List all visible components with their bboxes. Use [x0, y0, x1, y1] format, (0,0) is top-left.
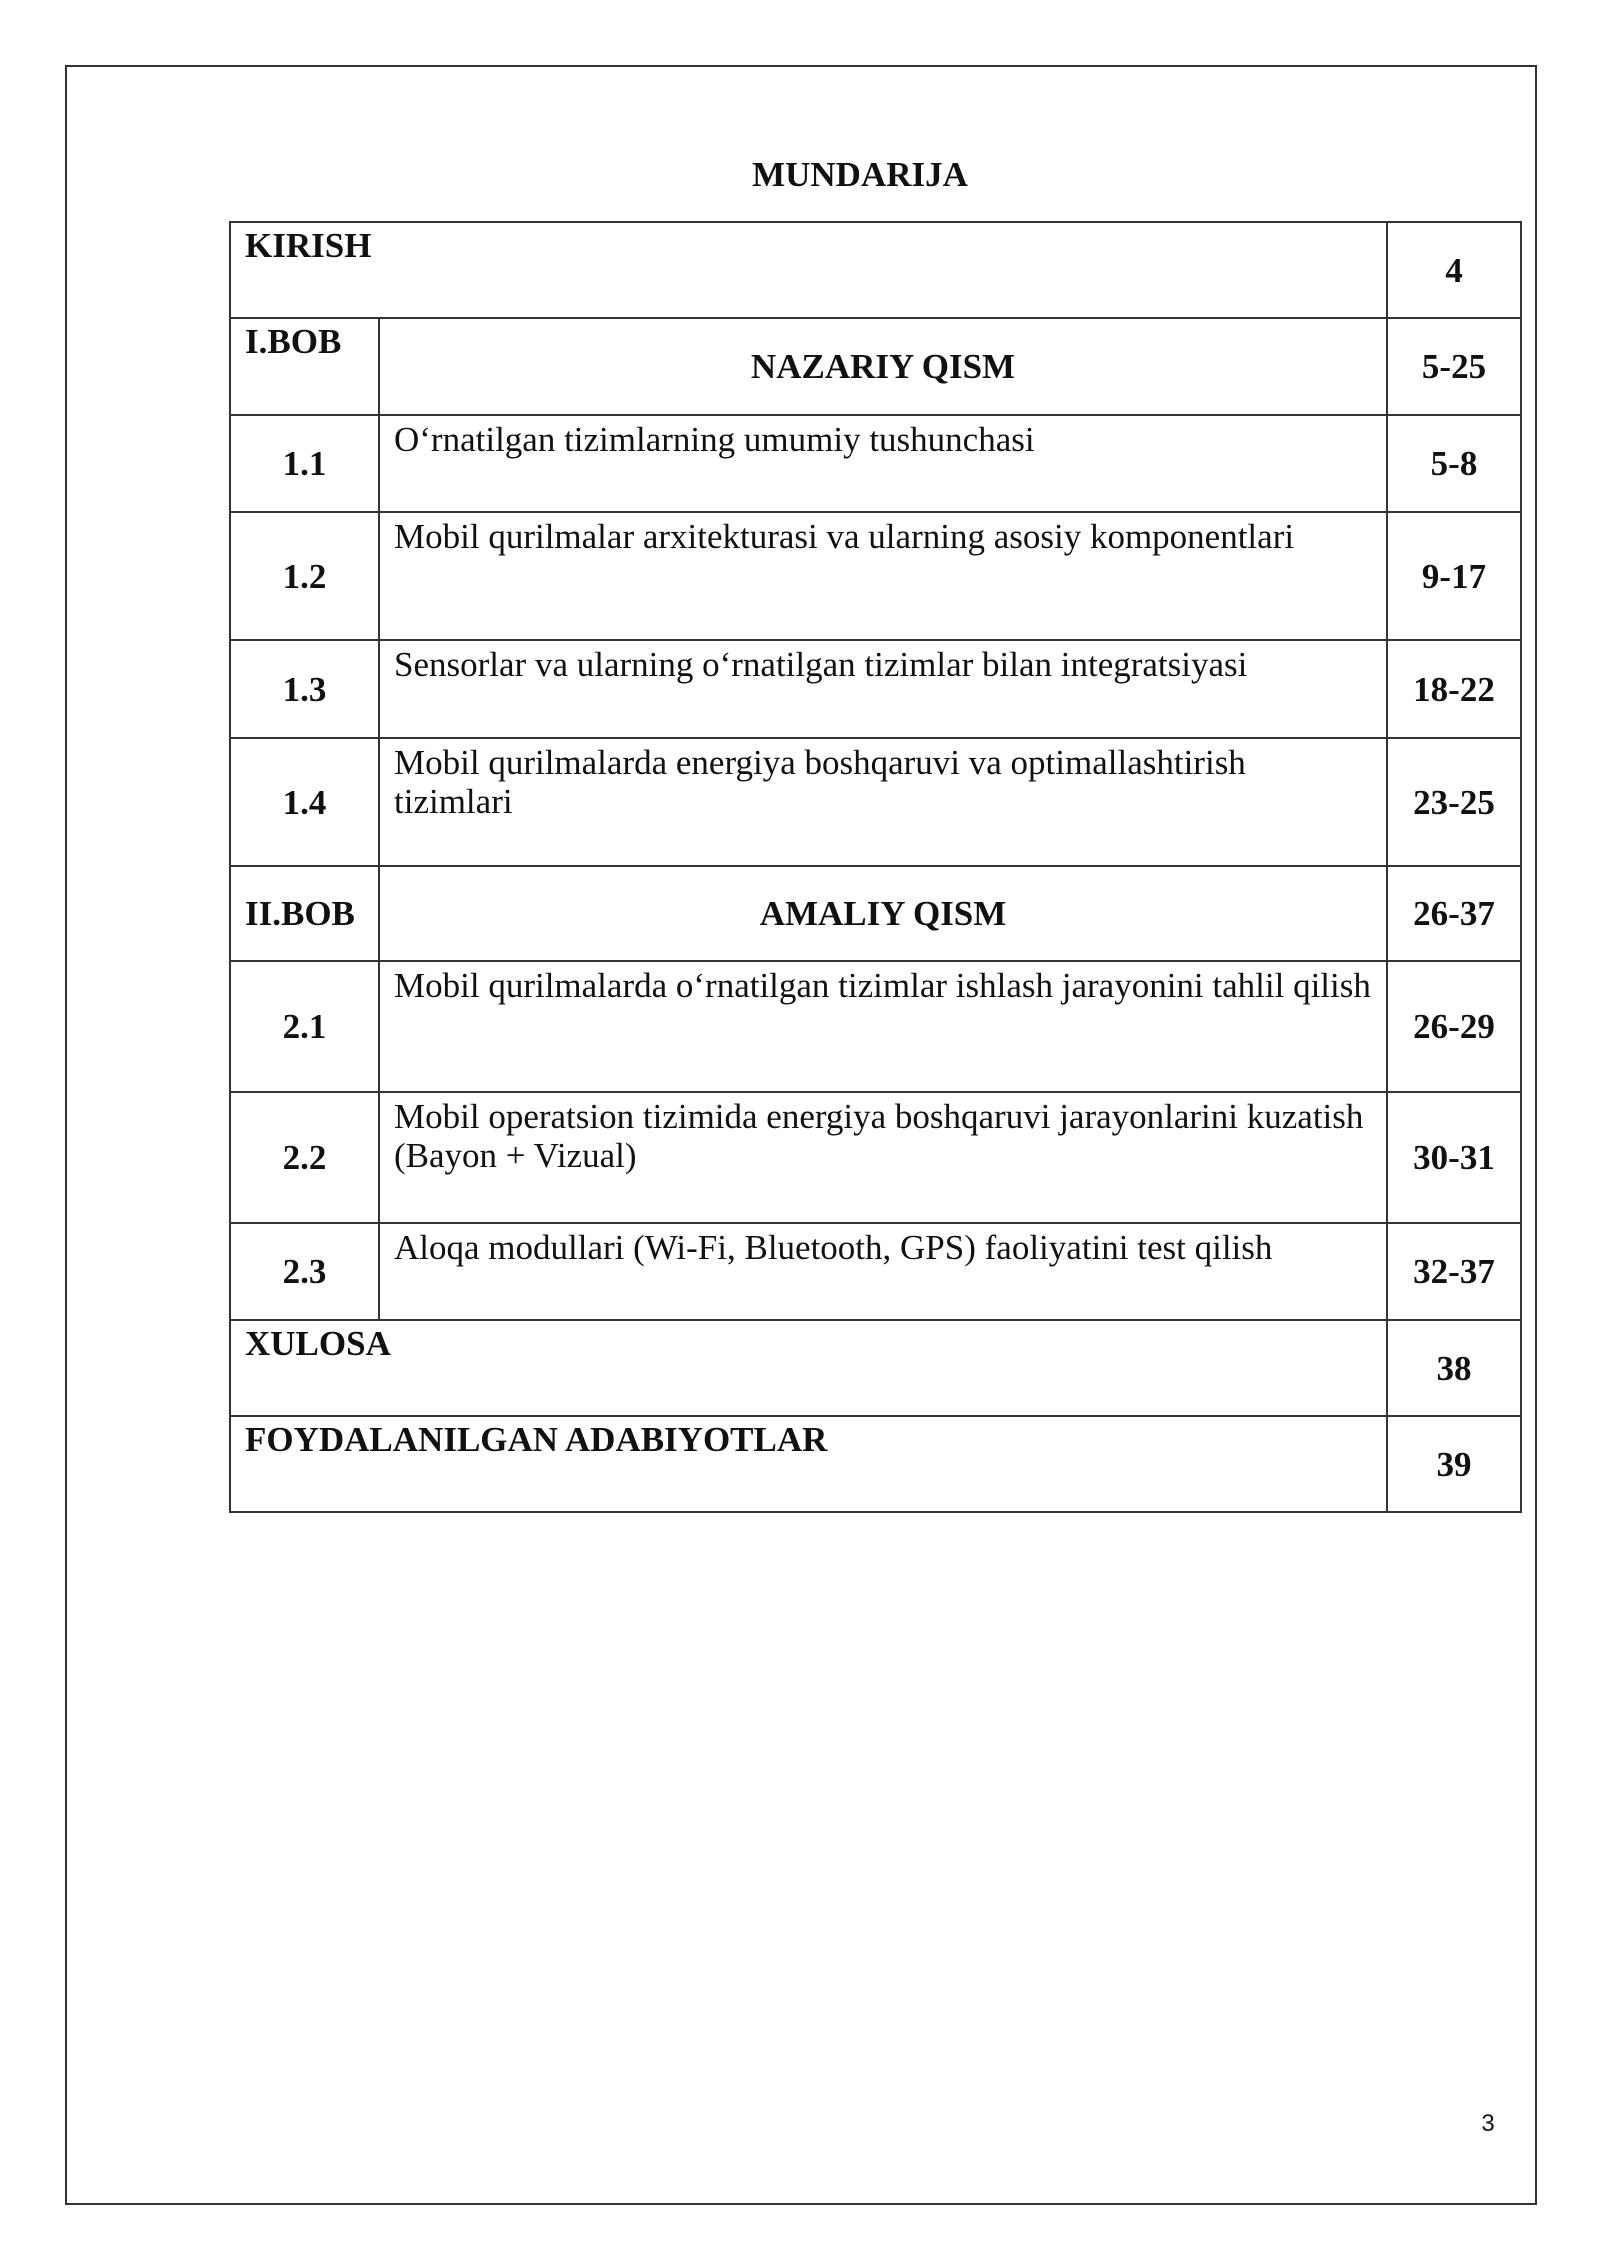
toc-item-title: Mobil qurilmalar arxitekturasi va ularning asosiy komponentlari — [379, 512, 1387, 640]
toc-item-number: 1.3 — [230, 640, 379, 738]
toc-row — [230, 961, 1521, 1092]
page-number: 3 — [1481, 2110, 1495, 2137]
toc-chapter2-label: II.BOB — [230, 866, 379, 961]
document-title: MUNDARIJA — [752, 155, 968, 194]
toc-item-number: 1.2 — [230, 512, 379, 640]
toc-references-pages: 39 — [1387, 1416, 1521, 1512]
table-of-contents — [229, 221, 1522, 1513]
toc-item-pages: 30-31 — [1387, 1092, 1521, 1223]
toc-conclusion-label: XULOSA — [230, 1320, 1387, 1416]
toc-item-number: 1.1 — [230, 415, 379, 512]
toc-row — [230, 640, 1521, 738]
toc-references-label: FOYDALANILGAN ADABIYOTLAR — [230, 1416, 1387, 1512]
toc-item-number: 1.4 — [230, 738, 379, 866]
toc-item-title: Mobil operatsion tizimida energiya boshqaruvi jarayonlarini kuzatish (Bayon + Vizual) — [379, 1092, 1387, 1223]
toc-row-intro — [230, 222, 1521, 318]
toc-intro-pages: 4 — [1387, 222, 1521, 318]
toc-row — [230, 1092, 1521, 1223]
toc-row — [230, 738, 1521, 866]
toc-item-title: Sensorlar va ularning o‘rnatilgan tizimlar bilan integratsiyasi — [379, 640, 1387, 738]
toc-item-title: Aloqa modullari (Wi-Fi, Bluetooth, GPS) faoliyatini test qilish — [379, 1223, 1387, 1320]
toc-row-conclusion — [230, 1320, 1521, 1416]
toc-item-pages: 26-29 — [1387, 961, 1521, 1092]
toc-item-pages: 32-37 — [1387, 1223, 1521, 1320]
toc-row — [230, 512, 1521, 640]
toc-item-number: 2.3 — [230, 1223, 379, 1320]
toc-item-number: 2.1 — [230, 961, 379, 1092]
toc-conclusion-pages: 38 — [1387, 1320, 1521, 1416]
toc-row-chapter2 — [230, 866, 1521, 961]
toc-item-number: 2.2 — [230, 1092, 379, 1223]
toc-row-references — [230, 1416, 1521, 1512]
toc-chapter2-heading: AMALIY QISM — [379, 866, 1387, 961]
toc-row — [230, 415, 1521, 512]
toc-item-title: O‘rnatilgan tizimlarning umumiy tushunchasi — [379, 415, 1387, 512]
toc-chapter1-heading: NAZARIY QISM — [379, 318, 1387, 415]
toc-item-pages: 5-8 — [1387, 415, 1521, 512]
toc-item-pages: 18-22 — [1387, 640, 1521, 738]
toc-row-chapter1 — [230, 318, 1521, 415]
toc-item-pages: 9-17 — [1387, 512, 1521, 640]
toc-item-title: Mobil qurilmalarda o‘rnatilgan tizimlar ishlash jarayonini tahlil qilish — [379, 961, 1387, 1092]
toc-chapter1-pages: 5-25 — [1387, 318, 1521, 415]
toc-item-pages: 23-25 — [1387, 738, 1521, 866]
toc-chapter2-pages: 26-37 — [1387, 866, 1521, 961]
toc-row — [230, 1223, 1521, 1320]
toc-intro-label: KIRISH — [230, 222, 1387, 318]
toc-chapter1-label: I.BOB — [230, 318, 379, 415]
toc-item-title: Mobil qurilmalarda energiya boshqaruvi va optimallashtirish tizimlari — [379, 738, 1387, 866]
